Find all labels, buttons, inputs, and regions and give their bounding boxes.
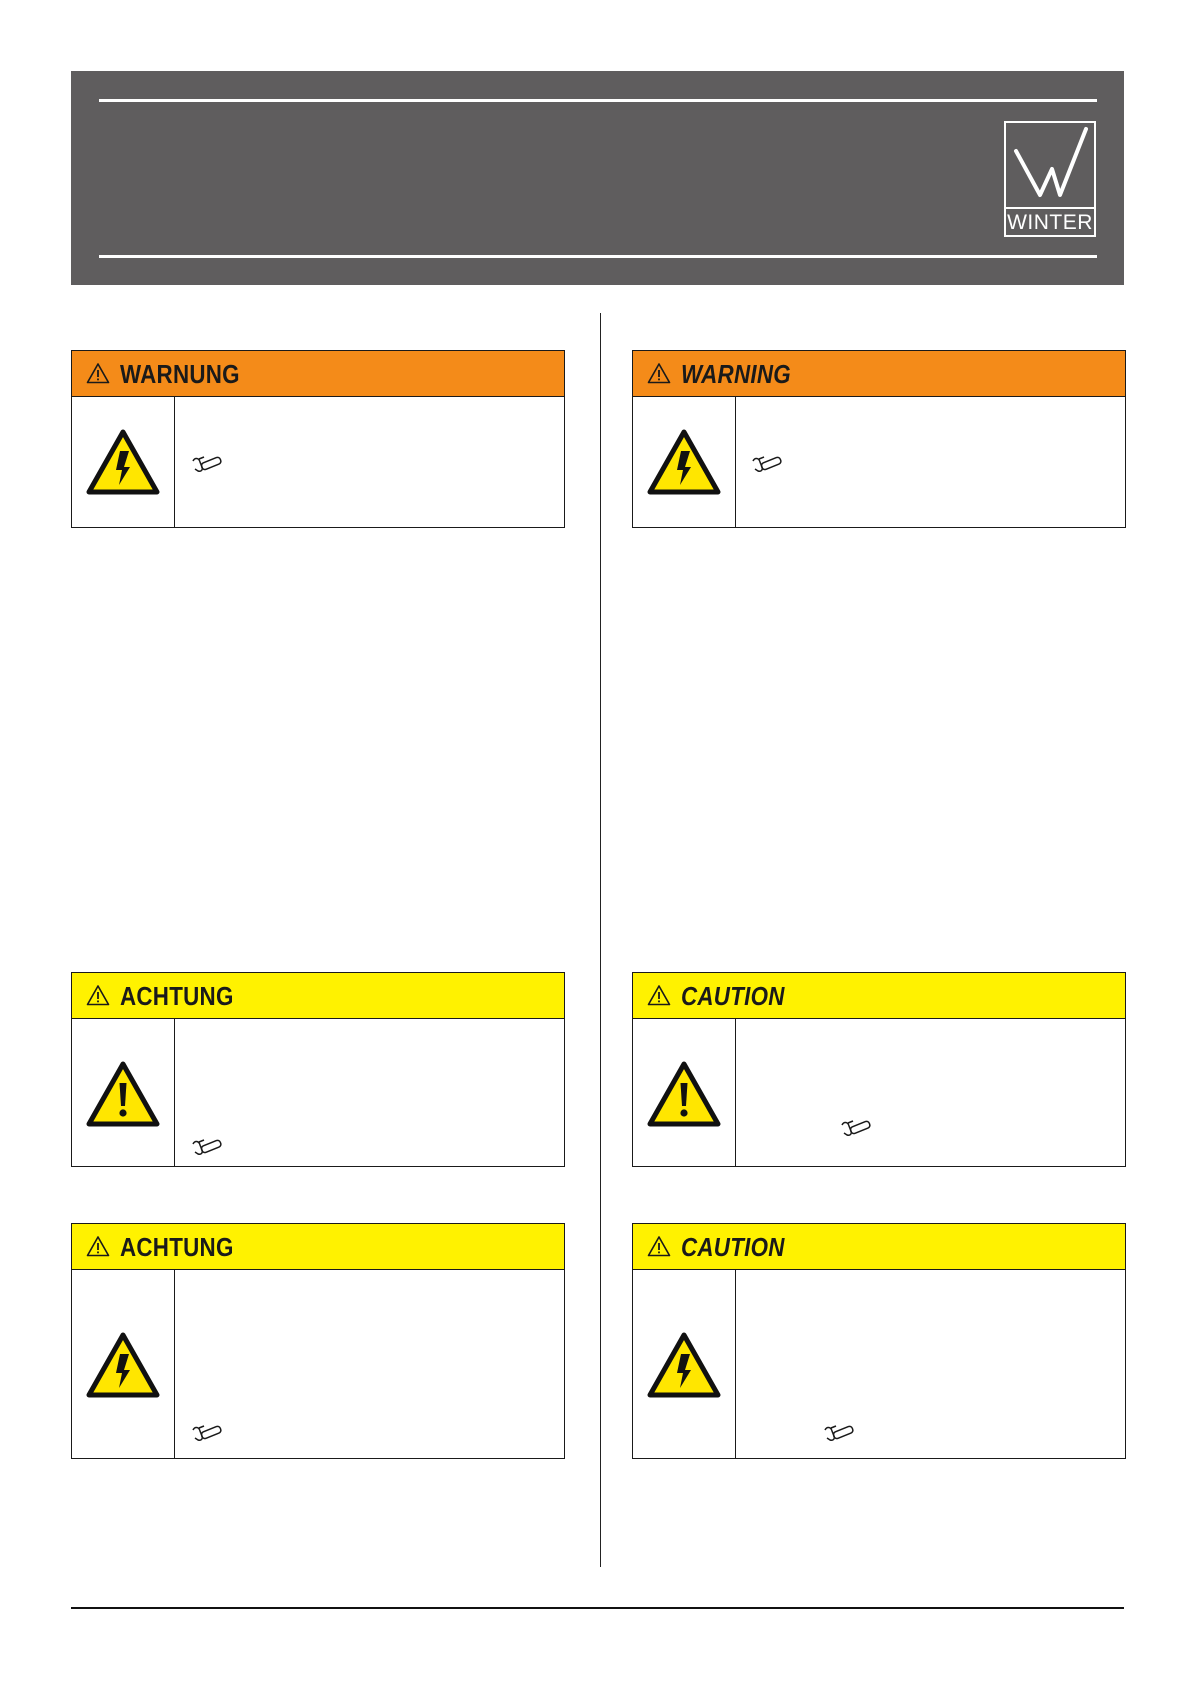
- logo-text: WINTER: [1007, 211, 1093, 234]
- notice-body: [633, 397, 1125, 527]
- notice-label: WARNING: [681, 359, 791, 389]
- hazard-icon-cell: [72, 397, 175, 527]
- notice-header: [633, 973, 1125, 1019]
- general-warning-icon: [647, 1061, 721, 1127]
- notice-header: [633, 351, 1125, 397]
- notice-caution-1: [632, 972, 1126, 1167]
- hazard-icon-cell: [72, 1270, 175, 1458]
- notice-body: [72, 1019, 564, 1166]
- reference-icon[interactable]: [822, 1422, 856, 1442]
- notice-body: [72, 1270, 564, 1458]
- warning-triangle-icon: [647, 984, 671, 1006]
- warning-triangle-icon: [647, 1235, 671, 1257]
- warning-triangle-icon: [86, 362, 110, 384]
- footer-rule: [71, 1607, 1124, 1609]
- high-voltage-icon: [86, 1332, 160, 1398]
- notice-header: [72, 973, 564, 1019]
- reference-icon[interactable]: [190, 1422, 224, 1442]
- column-divider: [600, 313, 601, 1567]
- notice-label: CAUTION: [681, 1232, 785, 1262]
- reference-icon[interactable]: [839, 1117, 873, 1137]
- notice-achtung-1: [71, 972, 565, 1167]
- notice-label: ACHTUNG: [120, 1232, 234, 1262]
- logo-divider: [1006, 207, 1094, 209]
- header-top-rule: [99, 99, 1097, 102]
- warning-triangle-icon: [86, 1235, 110, 1257]
- winter-w-logo-icon: [1006, 123, 1094, 209]
- notice-label: ACHTUNG: [120, 981, 234, 1011]
- hazard-icon-cell: [72, 1019, 175, 1166]
- high-voltage-icon: [647, 429, 721, 495]
- hazard-icon-cell: [633, 1270, 736, 1458]
- notice-header: [72, 351, 564, 397]
- winter-logo: [1004, 121, 1096, 237]
- reference-icon[interactable]: [190, 453, 224, 473]
- hazard-icon-cell: [633, 1019, 736, 1166]
- reference-icon[interactable]: [190, 1136, 224, 1156]
- notice-label: CAUTION: [681, 981, 785, 1011]
- notice-body: [72, 397, 564, 527]
- header-bottom-rule: [99, 255, 1097, 258]
- notice-body: [633, 1019, 1125, 1166]
- notice-body: [633, 1270, 1125, 1458]
- warning-triangle-icon: [647, 362, 671, 384]
- warning-triangle-icon: [86, 984, 110, 1006]
- notice-caution-2: [632, 1223, 1126, 1459]
- notice-warnung: [71, 350, 565, 528]
- notice-header: [72, 1224, 564, 1270]
- notice-header: [633, 1224, 1125, 1270]
- general-warning-icon: [86, 1061, 160, 1127]
- notice-warning: [632, 350, 1126, 528]
- hazard-icon-cell: [633, 397, 736, 527]
- notice-label: WARNUNG: [120, 359, 240, 389]
- notice-achtung-2: [71, 1223, 565, 1459]
- high-voltage-icon: [647, 1332, 721, 1398]
- reference-icon[interactable]: [750, 453, 784, 473]
- high-voltage-icon: [86, 429, 160, 495]
- header-band: [71, 71, 1124, 285]
